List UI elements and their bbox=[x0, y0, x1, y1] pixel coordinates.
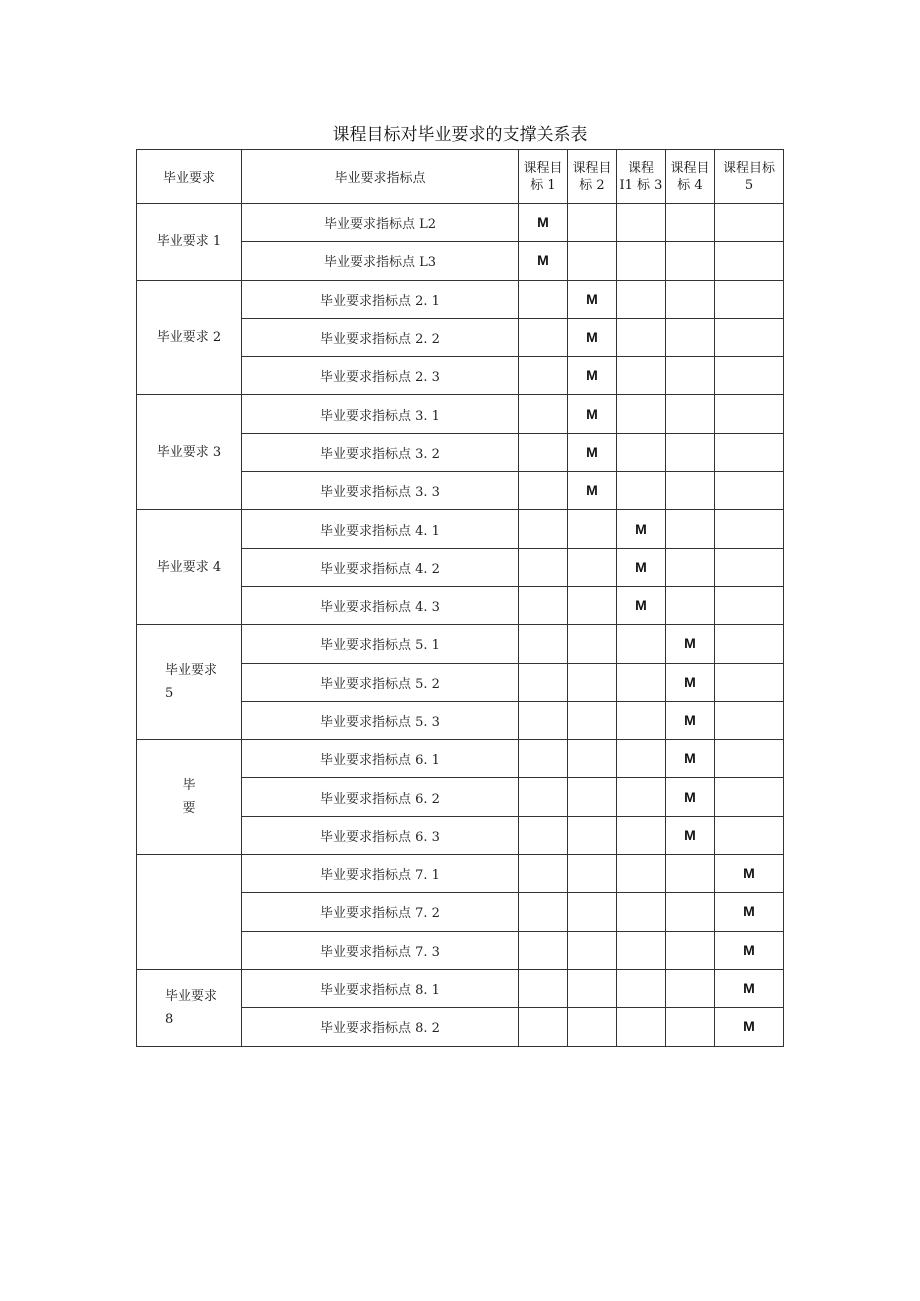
support-mark-cell bbox=[568, 778, 617, 816]
support-mark-cell bbox=[715, 1008, 784, 1046]
support-mark-cell bbox=[519, 701, 568, 739]
indicator-cell: 毕业要求指标点 7. 3 bbox=[242, 931, 519, 969]
support-mark-cell bbox=[568, 855, 617, 893]
support-mark-cell bbox=[568, 740, 617, 778]
support-mark-cell bbox=[519, 778, 568, 816]
requirement-cell bbox=[137, 510, 242, 625]
indicator-cell: 毕业要求指标点 2. 3 bbox=[242, 357, 519, 395]
support-mark: M bbox=[743, 865, 755, 882]
support-mark-cell bbox=[715, 778, 784, 816]
table-row bbox=[137, 969, 784, 1007]
support-mark-cell bbox=[666, 204, 715, 242]
support-mark-cell bbox=[617, 395, 666, 433]
header-row bbox=[137, 150, 784, 204]
support-mark-cell bbox=[715, 548, 784, 586]
indicator-cell: 毕业要求指标点 L3 bbox=[242, 242, 519, 280]
support-mark-cell bbox=[715, 816, 784, 854]
support-mark: M bbox=[684, 635, 696, 652]
support-mark-cell bbox=[617, 586, 666, 624]
support-mark: M bbox=[743, 980, 755, 997]
header-objective-line: 标 1 bbox=[530, 177, 556, 193]
support-mark-cell bbox=[568, 510, 617, 548]
support-mark: M bbox=[743, 903, 755, 920]
support-mark-cell bbox=[666, 318, 715, 356]
table-row bbox=[137, 510, 784, 548]
support-mark-cell bbox=[519, 1008, 568, 1046]
header-objective-5 bbox=[715, 150, 784, 204]
support-mark-cell bbox=[568, 433, 617, 471]
header-objective-line: 标 4 bbox=[677, 177, 703, 193]
support-mark-cell bbox=[568, 586, 617, 624]
support-mark-cell bbox=[568, 318, 617, 356]
support-mark-cell bbox=[617, 816, 666, 854]
support-mark-cell bbox=[519, 893, 568, 931]
header-objective-2 bbox=[568, 150, 617, 204]
support-mark-cell bbox=[617, 204, 666, 242]
table-row bbox=[137, 204, 784, 242]
support-mark-cell bbox=[519, 931, 568, 969]
support-mark-cell bbox=[715, 242, 784, 280]
support-mark-cell bbox=[715, 931, 784, 969]
requirement-cell bbox=[137, 625, 242, 740]
support-mark-cell bbox=[519, 318, 568, 356]
header-objective-line: 课程目 bbox=[572, 160, 612, 176]
support-mark-cell bbox=[568, 969, 617, 1007]
support-mark-cell bbox=[666, 242, 715, 280]
support-mark-cell bbox=[617, 778, 666, 816]
indicator-cell: 毕业要求指标点 6. 1 bbox=[242, 740, 519, 778]
requirement-cell bbox=[137, 280, 242, 395]
support-mark-cell bbox=[666, 816, 715, 854]
table-row bbox=[137, 740, 784, 778]
indicator-cell: 毕业要求指标点 3. 3 bbox=[242, 472, 519, 510]
requirement-label-line: 毕业要求 2 bbox=[156, 330, 222, 346]
support-mark-cell bbox=[519, 855, 568, 893]
indicator-cell: 毕业要求指标点 7. 1 bbox=[242, 855, 519, 893]
indicator-cell: 毕业要求指标点 2. 2 bbox=[242, 318, 519, 356]
support-mark: M bbox=[684, 673, 696, 690]
support-mark-cell bbox=[715, 433, 784, 471]
support-mark-cell bbox=[617, 663, 666, 701]
support-mark: M bbox=[586, 290, 598, 307]
support-mark-cell bbox=[617, 318, 666, 356]
support-mark-cell bbox=[617, 280, 666, 318]
support-mark-cell bbox=[666, 663, 715, 701]
indicator-cell: 毕业要求指标点 6. 2 bbox=[242, 778, 519, 816]
support-mark: M bbox=[586, 405, 598, 422]
indicator-cell: 毕业要求指标点 8. 2 bbox=[242, 1008, 519, 1046]
support-mark-cell bbox=[666, 357, 715, 395]
support-matrix-table bbox=[136, 149, 784, 1047]
support-mark: M bbox=[586, 367, 598, 384]
header-objective-4 bbox=[666, 150, 715, 204]
requirement-label-line: 毕业要求 4 bbox=[156, 559, 222, 575]
support-mark-cell bbox=[715, 204, 784, 242]
support-mark-cell bbox=[519, 740, 568, 778]
indicator-cell: 毕业要求指标点 3. 2 bbox=[242, 433, 519, 471]
support-mark: M bbox=[743, 1018, 755, 1035]
support-mark-cell bbox=[519, 242, 568, 280]
support-mark-cell bbox=[568, 931, 617, 969]
requirement-label-line: 毕业要求 1 bbox=[156, 234, 222, 250]
support-mark-cell bbox=[568, 816, 617, 854]
support-mark-cell bbox=[568, 242, 617, 280]
requirement-cell bbox=[137, 855, 242, 970]
support-mark-cell bbox=[519, 816, 568, 854]
header-objective-line: I1 标 3 bbox=[619, 177, 663, 193]
support-mark-cell bbox=[617, 740, 666, 778]
support-mark-cell bbox=[519, 548, 568, 586]
indicator-cell: 毕业要求指标点 5. 3 bbox=[242, 701, 519, 739]
header-objective-line: 课程目 bbox=[670, 160, 710, 176]
requirement-label-line: 毕业要求 bbox=[165, 663, 218, 679]
support-mark: M bbox=[586, 482, 598, 499]
support-mark: M bbox=[586, 443, 598, 460]
indicator-cell: 毕业要求指标点 8. 1 bbox=[242, 969, 519, 1007]
matrix-body bbox=[137, 204, 784, 1047]
support-mark-cell bbox=[666, 548, 715, 586]
support-mark-cell bbox=[666, 1008, 715, 1046]
support-mark: M bbox=[684, 788, 696, 805]
support-mark-cell bbox=[617, 433, 666, 471]
support-mark-cell bbox=[568, 472, 617, 510]
support-mark-cell bbox=[519, 663, 568, 701]
support-mark-cell bbox=[666, 586, 715, 624]
indicator-cell: 毕业要求指标点 4. 2 bbox=[242, 548, 519, 586]
header-objective-line: 课程目标 bbox=[722, 160, 775, 176]
support-mark-cell bbox=[617, 510, 666, 548]
support-mark-cell bbox=[715, 280, 784, 318]
indicator-cell: 毕业要求指标点 7. 2 bbox=[242, 893, 519, 931]
support-mark-cell bbox=[617, 855, 666, 893]
requirement-label-line: 毕 bbox=[182, 778, 196, 794]
support-mark-cell bbox=[715, 395, 784, 433]
support-mark-cell bbox=[617, 548, 666, 586]
support-mark-cell bbox=[568, 548, 617, 586]
indicator-cell: 毕业要求指标点 6. 3 bbox=[242, 816, 519, 854]
table-row bbox=[137, 280, 784, 318]
table-row bbox=[137, 395, 784, 433]
support-mark-cell bbox=[666, 893, 715, 931]
support-mark-cell bbox=[568, 395, 617, 433]
support-mark-cell bbox=[519, 433, 568, 471]
support-mark-cell bbox=[617, 472, 666, 510]
requirement-label-line: 5 bbox=[165, 686, 174, 702]
requirement-cell bbox=[137, 395, 242, 510]
header-requirement: 毕业要求 bbox=[137, 150, 242, 204]
support-mark-cell bbox=[617, 357, 666, 395]
support-mark-cell bbox=[666, 778, 715, 816]
support-mark: M bbox=[635, 558, 647, 575]
support-mark-cell bbox=[715, 472, 784, 510]
support-mark: M bbox=[537, 252, 549, 269]
indicator-cell: 毕业要求指标点 5. 1 bbox=[242, 625, 519, 663]
support-mark-cell bbox=[715, 740, 784, 778]
support-mark: M bbox=[635, 597, 647, 614]
header-objective-line: 课程 bbox=[627, 160, 654, 176]
indicator-cell: 毕业要求指标点 3. 1 bbox=[242, 395, 519, 433]
indicator-cell: 毕业要求指标点 2. 1 bbox=[242, 280, 519, 318]
support-mark-cell bbox=[519, 625, 568, 663]
requirement-label-line: 毕业要求 bbox=[165, 988, 218, 1004]
support-mark-cell bbox=[666, 472, 715, 510]
header-objective-3 bbox=[617, 150, 666, 204]
support-mark: M bbox=[684, 712, 696, 728]
indicator-cell: 毕业要求指标点 L2 bbox=[242, 204, 519, 242]
support-mark-cell bbox=[568, 1008, 617, 1046]
support-mark-cell bbox=[617, 893, 666, 931]
requirement-cell bbox=[137, 969, 242, 1046]
support-mark-cell bbox=[617, 1008, 666, 1046]
support-mark-cell bbox=[519, 357, 568, 395]
requirement-label-line: 毕业要求 3 bbox=[156, 444, 222, 460]
indicator-cell: 毕业要求指标点 4. 3 bbox=[242, 586, 519, 624]
support-mark-cell bbox=[568, 204, 617, 242]
support-mark-cell bbox=[519, 586, 568, 624]
requirement-label-line: 8 bbox=[165, 1011, 174, 1027]
support-mark-cell bbox=[666, 510, 715, 548]
support-mark: M bbox=[537, 214, 549, 231]
support-mark-cell bbox=[666, 931, 715, 969]
support-mark-cell bbox=[715, 625, 784, 663]
support-mark-cell bbox=[568, 280, 617, 318]
support-mark-cell bbox=[715, 357, 784, 395]
support-mark-cell bbox=[617, 701, 666, 739]
support-mark-cell bbox=[617, 969, 666, 1007]
support-mark-cell bbox=[568, 357, 617, 395]
support-mark-cell bbox=[715, 663, 784, 701]
support-mark-cell bbox=[617, 625, 666, 663]
support-mark: M bbox=[743, 941, 755, 958]
support-mark-cell bbox=[666, 855, 715, 893]
support-mark-cell bbox=[519, 510, 568, 548]
support-mark-cell bbox=[568, 625, 617, 663]
support-mark-cell bbox=[666, 740, 715, 778]
header-objective-line: 课程目 bbox=[523, 160, 563, 176]
header-indicator: 毕业要求指标点 bbox=[242, 150, 519, 204]
support-mark-cell bbox=[715, 969, 784, 1007]
support-mark-cell bbox=[617, 931, 666, 969]
header-objective-line: 标 2 bbox=[579, 177, 605, 193]
support-mark-cell bbox=[715, 855, 784, 893]
support-mark-cell bbox=[666, 625, 715, 663]
support-mark-cell bbox=[666, 969, 715, 1007]
support-mark-cell bbox=[666, 280, 715, 318]
support-mark-cell bbox=[568, 701, 617, 739]
requirement-cell bbox=[137, 204, 242, 281]
support-mark-cell bbox=[715, 701, 784, 739]
support-mark: M bbox=[684, 750, 696, 767]
support-mark-cell bbox=[715, 893, 784, 931]
table-row bbox=[137, 625, 784, 663]
support-mark-cell bbox=[666, 433, 715, 471]
support-mark: M bbox=[635, 520, 647, 537]
indicator-cell: 毕业要求指标点 5. 2 bbox=[242, 663, 519, 701]
support-mark-cell bbox=[519, 472, 568, 510]
support-mark-cell bbox=[666, 395, 715, 433]
support-mark-cell bbox=[519, 204, 568, 242]
support-mark-cell bbox=[617, 242, 666, 280]
support-mark-cell bbox=[568, 663, 617, 701]
support-mark-cell bbox=[568, 893, 617, 931]
requirement-cell bbox=[137, 740, 242, 855]
support-mark: M bbox=[586, 329, 598, 346]
support-mark-cell bbox=[715, 318, 784, 356]
support-mark: M bbox=[684, 826, 696, 843]
support-mark-cell bbox=[715, 586, 784, 624]
support-mark-cell bbox=[715, 510, 784, 548]
support-mark-cell bbox=[519, 395, 568, 433]
requirement-label-line: 要 bbox=[182, 801, 196, 817]
table-row bbox=[137, 855, 784, 893]
support-mark-cell bbox=[519, 280, 568, 318]
support-mark-cell bbox=[519, 969, 568, 1007]
indicator-cell: 毕业要求指标点 4. 1 bbox=[242, 510, 519, 548]
table-title: 课程目标对毕业要求的支撑关系表 bbox=[332, 125, 588, 145]
support-mark-cell bbox=[666, 701, 715, 739]
header-objective-line: 5 bbox=[744, 177, 754, 193]
header-objective-1 bbox=[519, 150, 568, 204]
